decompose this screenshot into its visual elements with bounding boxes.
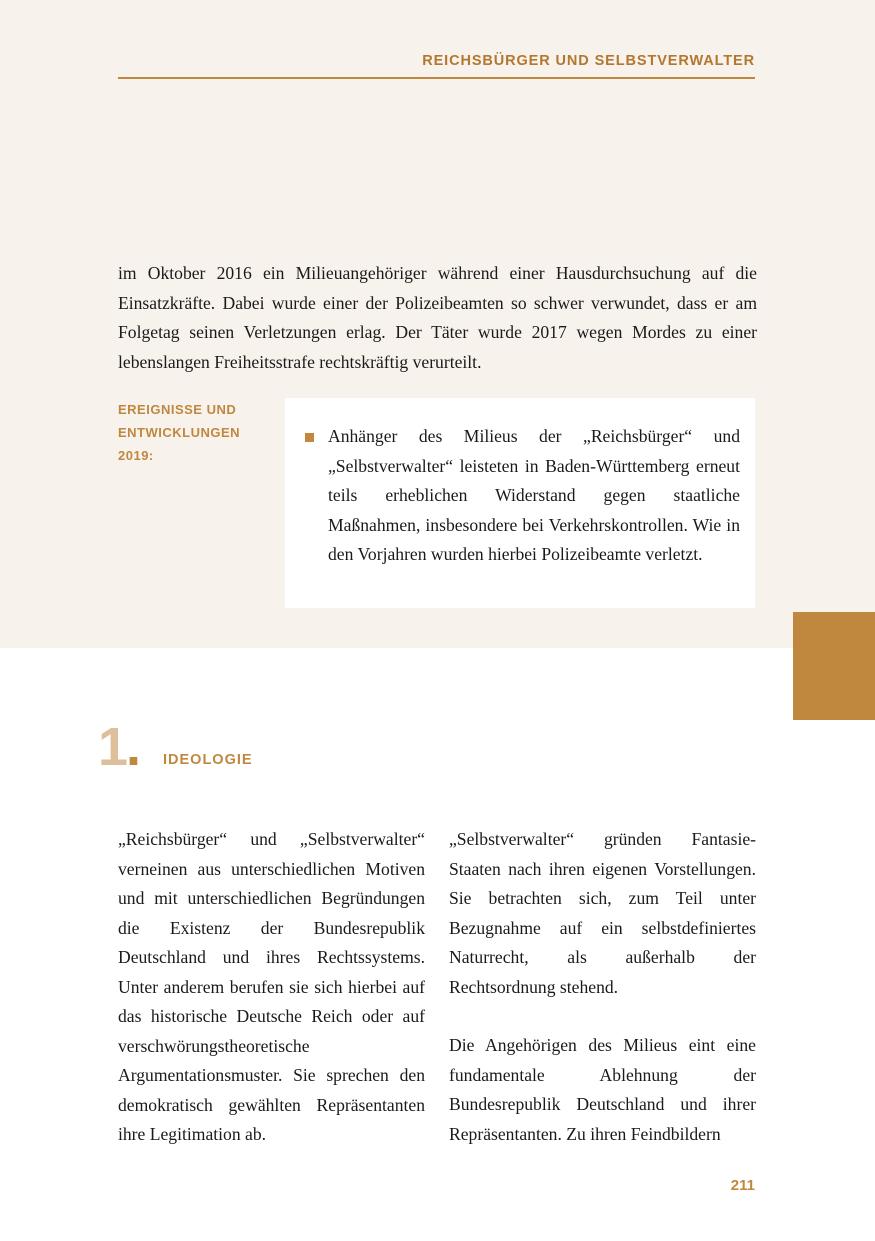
body-column-left [118,825,425,1179]
running-header [118,54,755,69]
chapter-number-value: 1 [98,717,127,777]
intro-paragraph: im Oktober 2016 ein Milieuangehöriger während einer Hausdurchsuchung auf die Einsatzkräfte. Dabei wurde einer der Polizeibeamten so schwer verwundet, dass er am Folgetag seinen Verletzungen erlag. Der Täter wurde 2017 wegen Mordes zu einer lebenslangen Freiheitsstrafe rechtskräftig verurteilt. [118,263,757,372]
chapter-title: IDEOLOGIE [163,752,253,768]
body-column-right [449,825,756,1178]
chapter-edge-tab [793,612,875,720]
chapter-number [98,717,140,777]
chapter-number-dot: . [126,717,140,777]
page-number: 211 [730,1177,755,1194]
paragraph: „Reichsbürger“ und „Selbstverwalter“ verneinen aus unterschiedlichen Motiven und mit unterschiedlichen Begründungen die Existenz der Bundesrepublik Deutschland und ihres Rechtssystems. Unter anderem berufen sie sich hierbei auf das historische Deutsche Reich oder auf verschwörungstheoretische Argumentationsmuster. Sie sprechen den demokratisch gewählten Repräsentanten ihre Legitimation ab. [118,829,425,1144]
events-list-item [305,422,740,570]
header-divider-rule [118,77,755,79]
paragraph: „Selbstverwalter“ gründen Fantasie-Staaten nach ihren eigenen Vorstellungen. Sie betrachten sich, zum Teil unter Bezugnahme auf ein selbstdefiniertes Naturrecht, als außerhalb der Rechtsordnung stehend. [449,829,756,997]
running-header-title: REICHSBÜRGER UND SELBSTVERWALTER [422,53,755,69]
square-bullet-icon [305,433,314,442]
events-list-item-text: Anhänger des Milieus der „Reichsbürger“ und „Selbstverwalter“ leisteten in Baden-Württemberg erneut teils erheblichen Widerstand gegen staatliche Maßnahmen, insbesondere bei Verkehrskontrollen. Wie in den Vorjahren wurden hierbei Polizeibeamte verletzt. [328,426,740,564]
events-section-label: EREIGNISSE UND ENTWICKLUNGEN 2019: [118,402,241,463]
paragraph: Die Angehörigen des Milieus eint eine fundamentale Ablehnung der Bundesrepublik Deutschland und ihrer Repräsentanten. Zu ihren Feindbildern [449,1035,756,1144]
